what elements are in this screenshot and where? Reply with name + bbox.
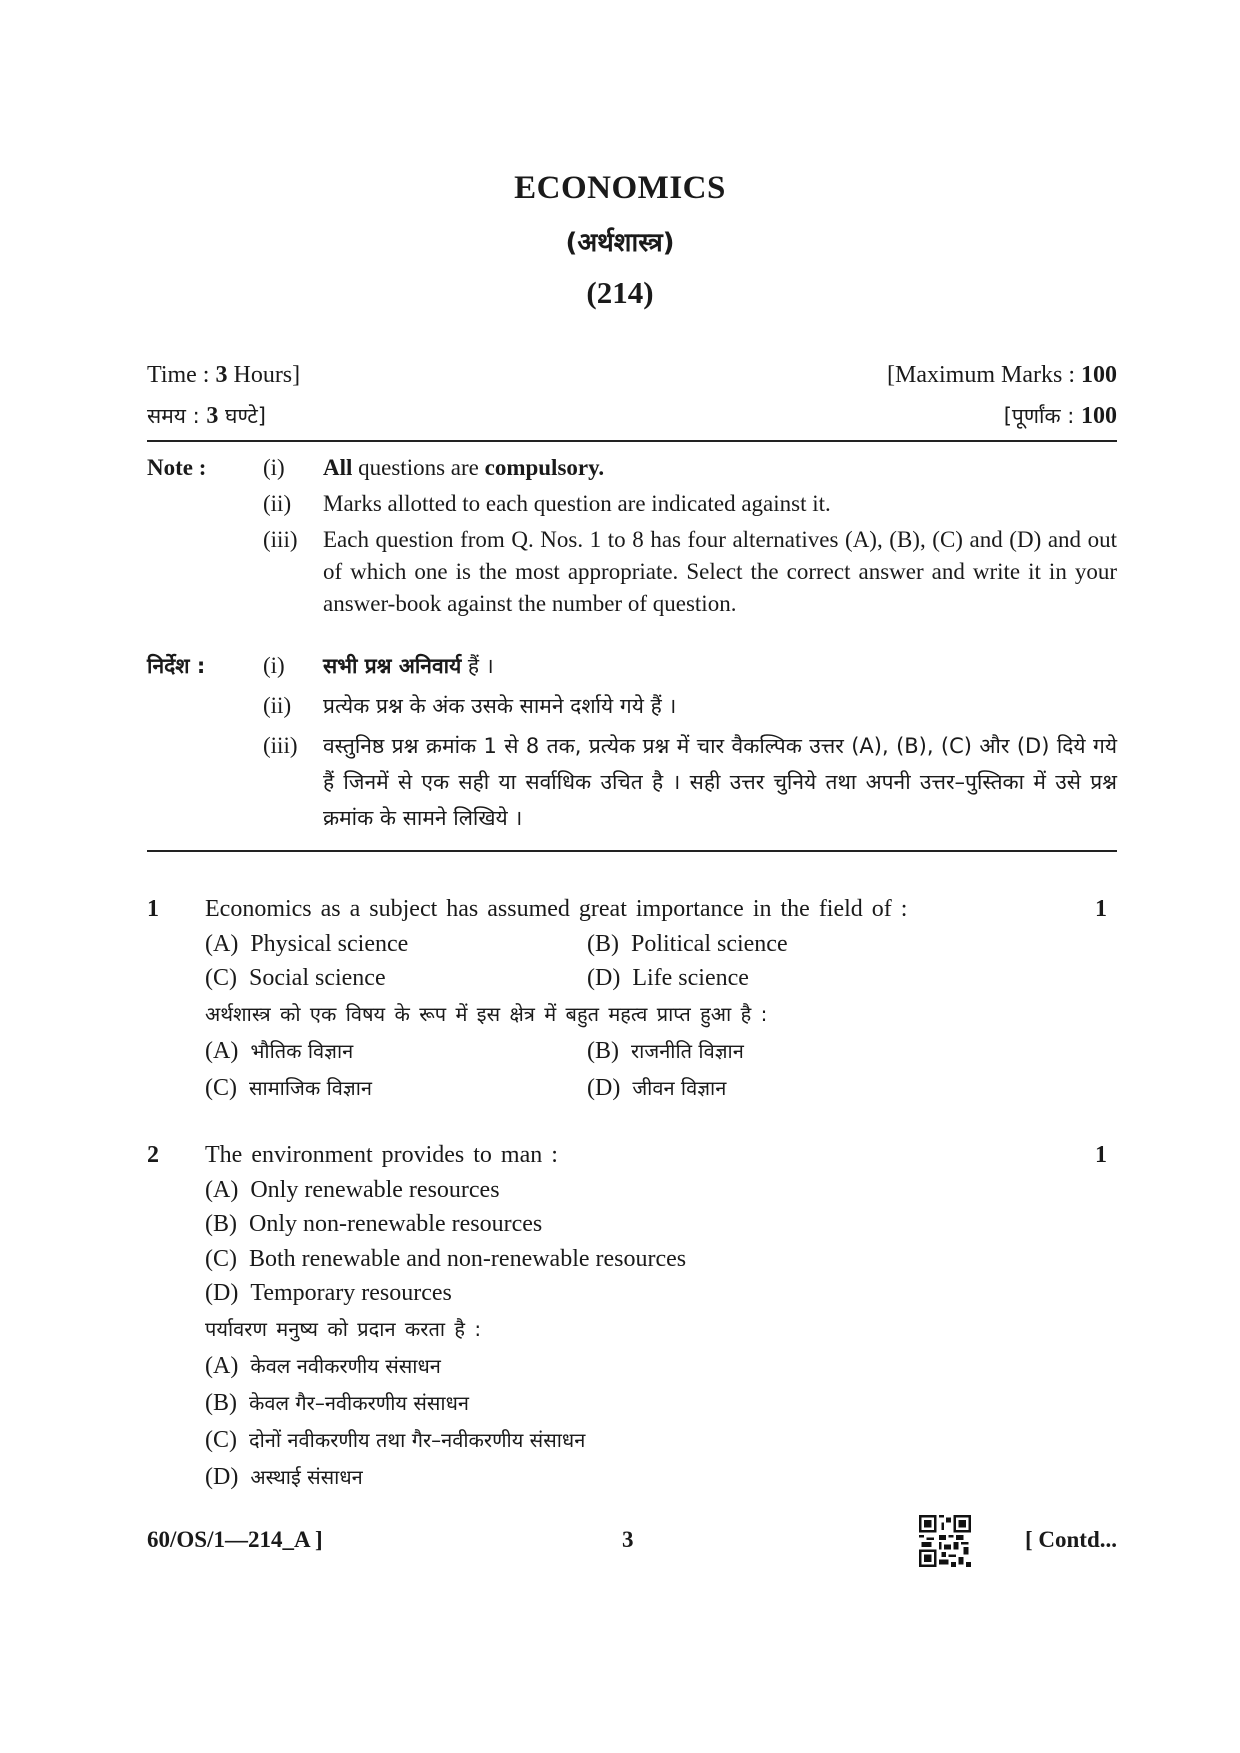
note-label: Note :: [147, 455, 207, 480]
note-hindi-item-3: (iii) वस्तुनिष्ठ प्रश्न क्रमांक 1 से 8 तक, प्रत्येक प्रश्न में चार वैकल्पिक उत्तर (A), (B), (C) और (D) दिये गये हैं जिनमें से एक सही या सर्वाधिक उचित है । सही उत्तर चुनिये तथा अपनी उत्तर–पुस्तिका में उसे प्रश्न क्रमांक के सामने लिखिये ।: [263, 733, 1117, 830]
option-d: (D) Temporary resources: [205, 1280, 452, 1306]
time-unit-hindi: घण्टे]: [218, 404, 266, 428]
time-unit: Hours]: [227, 362, 301, 388]
option-row-hindi: [147, 1033, 1117, 1070]
page-number: 3: [622, 1527, 634, 1552]
option-d-hindi: (D) अस्थाई संसाधन: [205, 1463, 363, 1490]
question-marks: 1: [1095, 1142, 1107, 1168]
time-marks-row: [147, 362, 1117, 389]
paper-header: [0, 170, 1240, 311]
qr-code-icon: [919, 1515, 971, 1567]
option-c: (C) Both renewable and non-renewable resources: [205, 1245, 687, 1272]
question-number: 2: [147, 1142, 159, 1168]
option-a: (A) Only renewable resources: [205, 1176, 500, 1203]
time-label: Time :: [147, 362, 216, 388]
note-hindi-item-2: (ii) प्रत्येक प्रश्न के अंक उसके सामने दर्शाये गये हैं ।: [263, 693, 677, 718]
option-d: (D) Life science: [587, 965, 749, 991]
max-marks-label-hindi: [पूर्णांक :: [1003, 404, 1081, 428]
continued-label: [ Contd...: [1024, 1527, 1117, 1552]
option-c-hindi: (C) दोनों नवीकरणीय तथा गैर–नवीकरणीय संसाधन: [205, 1426, 586, 1453]
subject-title: ECONOMICS: [514, 170, 726, 206]
question-stem: The environment provides to man :: [205, 1142, 558, 1168]
option-c: (C) Social science: [205, 965, 386, 991]
option-b: (B) Political science: [587, 930, 788, 957]
option-b: (B) Only non-renewable resources: [205, 1211, 543, 1237]
option-row: [147, 961, 1117, 996]
max-marks-label: [Maximum Marks :: [887, 362, 1081, 388]
option-a-hindi: (A) भौतिक विज्ञान: [205, 1037, 354, 1064]
time-value: 3: [215, 362, 228, 388]
note-item-2: (ii) Marks allotted to each question are indicated against it.: [263, 491, 831, 516]
question-stem-hindi: अर्थशास्त्र को एक विषय के रूप में इस क्षेत्र में बहुत महत्व प्राप्त हुआ है :: [205, 1001, 768, 1026]
note-item-3: (iii) Each question from Q. Nos. 1 to 8 has four alternatives (A), (B), (C) and (D) and out of which one is the most appropriate. Select the correct answer and write it in your answer-book against the number of question.: [263, 527, 1117, 616]
option-row: [147, 927, 1117, 962]
note-item-1: (i) All questions are compulsory.: [263, 455, 605, 480]
note-hindi-item-1: (i) सभी प्रश्न अनिवार्य हैं ।: [263, 653, 494, 678]
subject-code: (214): [586, 275, 654, 310]
question-1: [147, 892, 1117, 1107]
option-row-hindi: [147, 1070, 1117, 1107]
question-stem: Economics as a subject has assumed great importance in the field of :: [205, 896, 908, 922]
divider-bottom: [147, 850, 1117, 852]
option-c-hindi: (C) सामाजिक विज्ञान: [205, 1074, 372, 1101]
max-marks-value: 100: [1081, 362, 1117, 388]
question-stem-hindi: पर्यावरण मनुष्य को प्रदान करता है :: [205, 1316, 482, 1341]
divider-top: [147, 440, 1117, 442]
option-a: (A) Physical science: [205, 930, 409, 957]
option-d-hindi: (D) जीवन विज्ञान: [587, 1074, 727, 1101]
subject-title-hindi: (अर्थशास्त्र): [565, 228, 675, 258]
instructions-english: [147, 452, 1117, 624]
time-marks-row-hindi: [147, 402, 1117, 430]
time-label-hindi: समय :: [147, 404, 207, 428]
time-value-hindi: 3: [206, 403, 219, 429]
question-2: [147, 1138, 1117, 1496]
instructions-hindi: [147, 648, 1117, 840]
max-marks-value-hindi: 100: [1081, 403, 1117, 429]
option-a-hindi: (A) केवल नवीकरणीय संसाधन: [205, 1352, 441, 1379]
paper-code: 60/OS/1—214_A ]: [147, 1527, 323, 1552]
note-label-hindi: निर्देश :: [147, 654, 206, 678]
option-b-hindi: (B) केवल गैर–नवीकरणीय संसाधन: [205, 1389, 469, 1416]
option-b-hindi: (B) राजनीति विज्ञान: [587, 1037, 744, 1064]
page-footer: [147, 1527, 1117, 1567]
question-marks: 1: [1095, 896, 1107, 922]
question-number: 1: [147, 896, 159, 922]
